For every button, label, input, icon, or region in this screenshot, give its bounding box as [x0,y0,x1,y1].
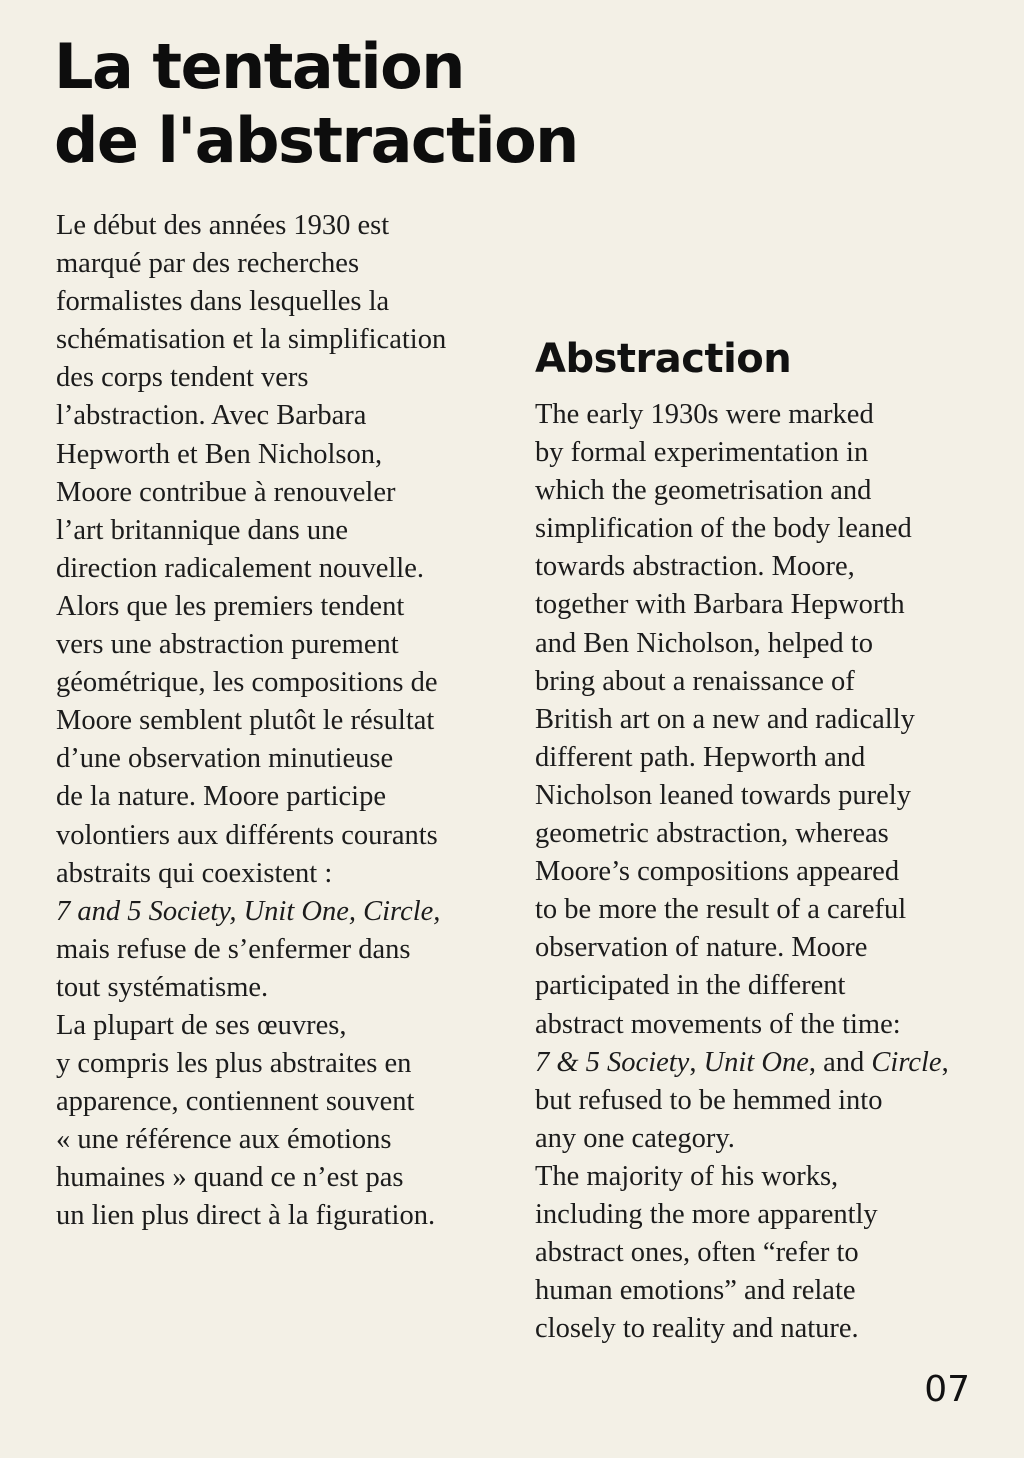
text-line [56,1121,526,1159]
text-run: bring about a renaissance of [535,665,855,697]
text-line [56,778,526,816]
text-run: « une référence aux émotions [56,1124,392,1156]
text-line [56,1007,526,1045]
text-line [535,891,995,929]
text-line [56,1083,526,1121]
text-run: y compris les plus abstraites en [56,1048,412,1080]
text-line [56,817,526,855]
text-run: de la nature. Moore participe [56,781,386,813]
text-run: Moore’s compositions appeared [535,856,900,888]
text-line [535,1044,995,1082]
text-line [56,397,526,435]
text-line [56,855,526,893]
text-run: , [689,1046,704,1078]
text-line [56,512,526,550]
text-line [56,1159,526,1197]
text-run: by formal experimentation in [535,437,869,469]
text-line [56,245,526,283]
text-run: direction radicalement nouvelle. [56,552,424,584]
text-run: observation of nature. Moore [535,932,868,964]
text-run: to be more the result of a careful [535,894,907,926]
text-run: The majority of his works, [535,1160,839,1192]
text-run: Moore semblent plutôt le résultat [56,705,435,737]
text-run: simplification of the body leaned [535,513,912,545]
text-line [56,474,526,512]
text-line [56,702,526,740]
text-line [535,967,995,1005]
text-line [535,1234,995,1272]
text-run: vers une abstraction purement [56,629,399,661]
text-line [535,1158,995,1196]
page-title-line-2: de l'abstraction [54,104,578,177]
text-line [535,701,995,739]
italic-title: 7 and 5 Society, Unit One, Circle, [56,895,441,927]
text-run: Le début des années 1930 est [56,210,390,241]
text-line [56,283,526,321]
text-line [535,1006,995,1044]
english-section-heading: Abstraction [535,336,792,382]
text-line [56,931,526,969]
page-title-line-1: La tentation [54,30,464,103]
text-run: together with Barbara Hepworth [535,589,905,621]
text-line [56,893,526,931]
text-run: l’art britannique dans une [56,514,349,546]
text-run: which the geometrisation and [535,475,872,507]
text-run: Hepworth et Ben Nicholson, [56,438,383,470]
text-run: formalistes dans lesquelles la [56,286,390,318]
text-run: British art on a new and radically [535,703,915,735]
italic-title: Unit One [703,1046,809,1078]
text-line [56,626,526,664]
text-run: apparence, contiennent souvent [56,1086,415,1118]
text-line [56,321,526,359]
text-run: and Ben Nicholson, helped to [535,627,873,659]
text-line [56,550,526,588]
text-run: abstract ones, often “refer to [535,1237,859,1269]
text-run: La plupart de ses œuvres, [56,1009,347,1041]
page-title [54,30,578,178]
text-run: d’une observation minutieuse [56,743,394,775]
text-line [56,436,526,474]
italic-title: Circle [871,1046,942,1078]
text-line [56,740,526,778]
text-line [56,1045,526,1083]
text-line [535,1196,995,1234]
text-run: towards abstraction. Moore, [535,551,855,583]
text-run: participated in the different [535,970,846,1002]
text-line [535,929,995,967]
text-run: Alors que les premiers tendent [56,590,405,622]
text-line [535,586,995,624]
text-line [535,777,995,815]
text-line [535,815,995,853]
page-number: 07 [924,1369,970,1410]
text-line [56,969,526,1007]
text-run: humaines » quand ce n’est pas [56,1162,404,1194]
italic-title: 7 & 5 Society [535,1046,690,1078]
text-run: abstract movements of the time: [535,1008,901,1040]
text-run: different path. Hepworth and [535,741,866,773]
text-line [535,739,995,777]
text-line [535,396,995,434]
text-run: but refused to be hemmed into [535,1084,883,1116]
text-line [56,207,526,245]
text-run: closely to reality and nature. [535,1313,859,1345]
text-run: mais refuse de s’enfermer dans [56,933,411,965]
text-run: géométrique, les compositions de [56,667,438,699]
text-line [535,1272,995,1310]
text-line [535,548,995,586]
text-run: tout systématisme. [56,971,269,1003]
text-run: The early 1930s were marked [535,399,874,430]
text-line [56,1197,526,1235]
text-line [56,359,526,397]
text-run: , [941,1046,949,1078]
text-run: Moore contribue à renouveler [56,476,396,508]
text-run: any one category. [535,1122,735,1154]
french-body-text [56,207,526,1236]
text-run: , and [808,1046,872,1078]
text-run: Nicholson leaned towards purely [535,779,911,811]
text-run: abstraits qui coexistent : [56,857,333,889]
text-line [56,664,526,702]
text-run: un lien plus direct à la figuration. [56,1200,436,1232]
text-run: marqué par des recherches [56,248,360,280]
text-run: schématisation et la simplification [56,324,447,356]
text-run: l’abstraction. Avec Barbara [56,400,367,432]
text-line [535,510,995,548]
text-run: geometric abstraction, whereas [535,818,889,850]
text-line [535,472,995,510]
text-line [535,1082,995,1120]
text-line [56,588,526,626]
text-run: human emotions” and relate [535,1275,856,1307]
text-run: des corps tendent vers [56,362,309,394]
text-line [535,663,995,701]
text-line [535,853,995,891]
english-body-text [535,396,995,1348]
text-run: volontiers aux différents courants [56,819,438,851]
text-line [535,434,995,472]
text-line [535,625,995,663]
text-run: including the more apparently [535,1198,878,1230]
text-line [535,1310,995,1348]
text-line [535,1120,995,1158]
